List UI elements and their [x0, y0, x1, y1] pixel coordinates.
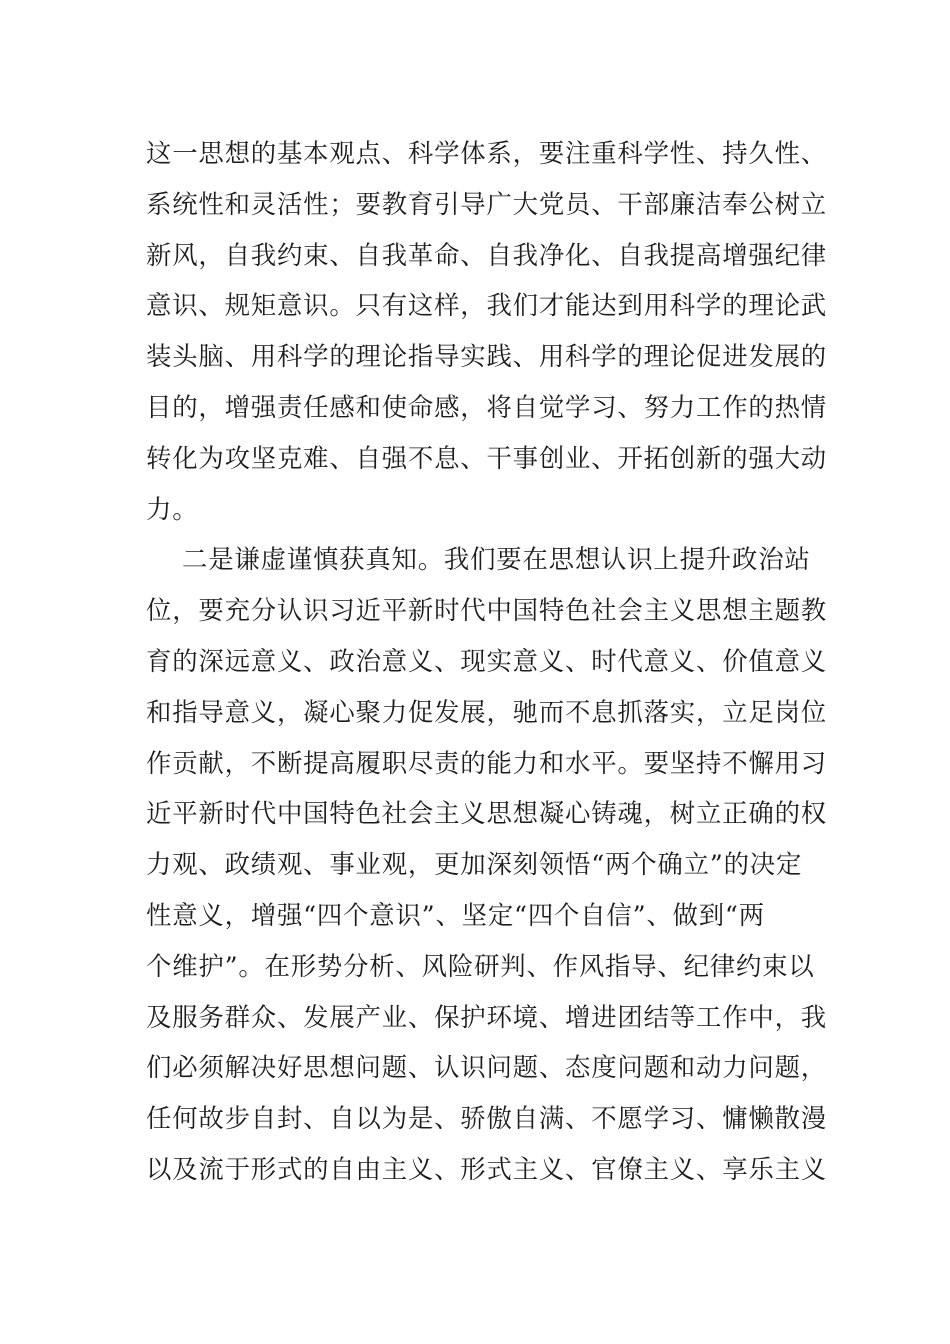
- text-line: 力观、政绩观、事业观，更加深刻领悟“两个确立”的决定: [146, 849, 803, 880]
- text-line: 作贡献，不断提高履职尽责的能力和水平。要坚持不懈用习: [146, 747, 827, 778]
- text-line: 转化为攻坚克难、自强不息、干事创业、开拓创新的强大动: [146, 442, 827, 473]
- text-line: 装头脑、用科学的理论指导实践、用科学的理论促进发展的: [146, 341, 827, 372]
- text-line: 任何故步自封、自以为是、骄傲自满、不愿学习、慵懒散漫: [146, 1103, 827, 1134]
- text-line: 性意义，增强“四个意识”、坚定“四个自信”、做到“两: [146, 899, 765, 930]
- text-line: 目的，增强责任感和使命感，将自觉学习、努力工作的热情: [146, 391, 827, 422]
- text-line: 力。: [146, 493, 199, 524]
- text-line: 系统性和灵活性；要教育引导广大党员、干部廉洁奉公树立: [146, 188, 827, 219]
- text-line: 近平新时代中国特色社会主义思想凝心铸魂，树立正确的权: [146, 798, 827, 829]
- body-text: [146, 128, 827, 1195]
- text-line: 这一思想的基本观点、科学体系，要注重科学性、持久性、: [146, 138, 827, 168]
- text-line: 位，要充分认识习近平新时代中国特色社会主义思想主题教: [146, 595, 827, 626]
- text-line: 新风，自我约束、自我革命、自我净化、自我提高增强纪律: [146, 239, 827, 270]
- text-line: 以及流于形式的自由主义、形式主义、官僚主义、享乐主义: [146, 1153, 827, 1184]
- text-line: 意识、规矩意识。只有这样，我们才能达到用科学的理论武: [146, 290, 827, 321]
- text-line: 个维护”。在形势分析、风险研判、作风指导、纪律约束以: [146, 950, 815, 981]
- text-line: 们必须解决好思想问题、认识问题、态度问题和动力问题，: [146, 1052, 827, 1083]
- text-line: 育的深远意义、政治意义、现实意义、时代意义、价值意义: [146, 645, 827, 676]
- text-line: 及服务群众、发展产业、保护环境、增进团结等工作中，我: [146, 1001, 827, 1032]
- paragraph-start-line: 二是谦虚谨慎获真知。我们要在思想认识上提升政治站: [182, 544, 811, 575]
- text-line: 和指导意义，凝心聚力促发展，驰而不息抓落实，立足岗位: [146, 696, 827, 727]
